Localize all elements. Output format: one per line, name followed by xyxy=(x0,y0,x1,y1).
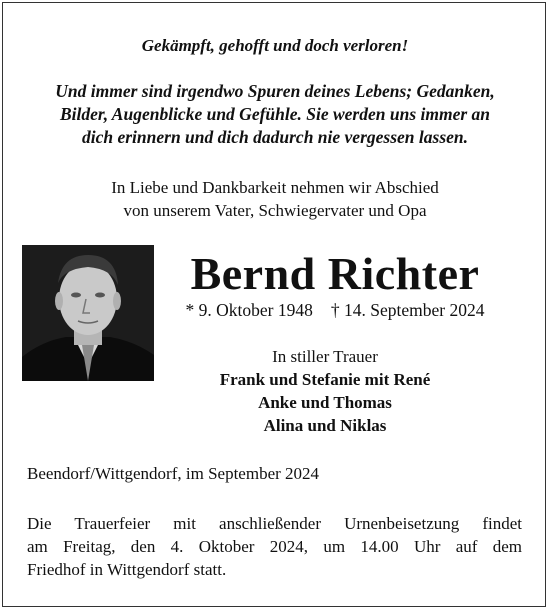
mourner-line: Frank und Stefanie mit René xyxy=(219,370,431,389)
poem-line: Und immer sind irgendwo Spuren deines Lebens; Gedanken, xyxy=(55,81,495,101)
mourner-line: Anke und Thomas xyxy=(258,393,392,412)
funeral-line: Friedhof in Wittgendorf statt. xyxy=(27,560,227,579)
farewell-intro xyxy=(0,176,550,222)
birth-date: * 9. Oktober 1948 xyxy=(185,300,313,320)
place-and-date: Beendorf/Wittgendorf, im September 2024 xyxy=(27,464,320,483)
funeral-line: Die Trauerfeier mit anschließender Urnenbeisetzung findet xyxy=(27,514,522,533)
portrait-photo xyxy=(22,245,154,381)
life-dates xyxy=(160,298,510,322)
funeral-line: am Freitag, den 4. Oktober 2024, um 14.00 Uhr auf dem xyxy=(27,537,522,556)
mourner-line: Alina und Niklas xyxy=(263,416,387,435)
poem-line: dich erinnern und dich dadurch nie vergessen lassen. xyxy=(81,127,469,147)
mourners-block xyxy=(150,345,500,437)
intro-line: von unserem Vater, Schwiegervater und Opa xyxy=(123,201,427,220)
intro-line: In Liebe und Dankbarkeit nehmen wir Abschied xyxy=(111,178,439,197)
poem xyxy=(0,80,550,149)
motto: Gekämpft, gehofft und doch verloren! xyxy=(141,36,409,55)
poem-line: Bilder, Augenblicke und Gefühle. Sie werden uns immer an xyxy=(59,104,491,124)
death-date: † 14. September 2024 xyxy=(330,300,485,320)
funeral-info xyxy=(27,512,522,581)
mourners-heading: In stiller Trauer xyxy=(272,347,378,366)
deceased-name: Bernd Richter xyxy=(190,248,480,299)
